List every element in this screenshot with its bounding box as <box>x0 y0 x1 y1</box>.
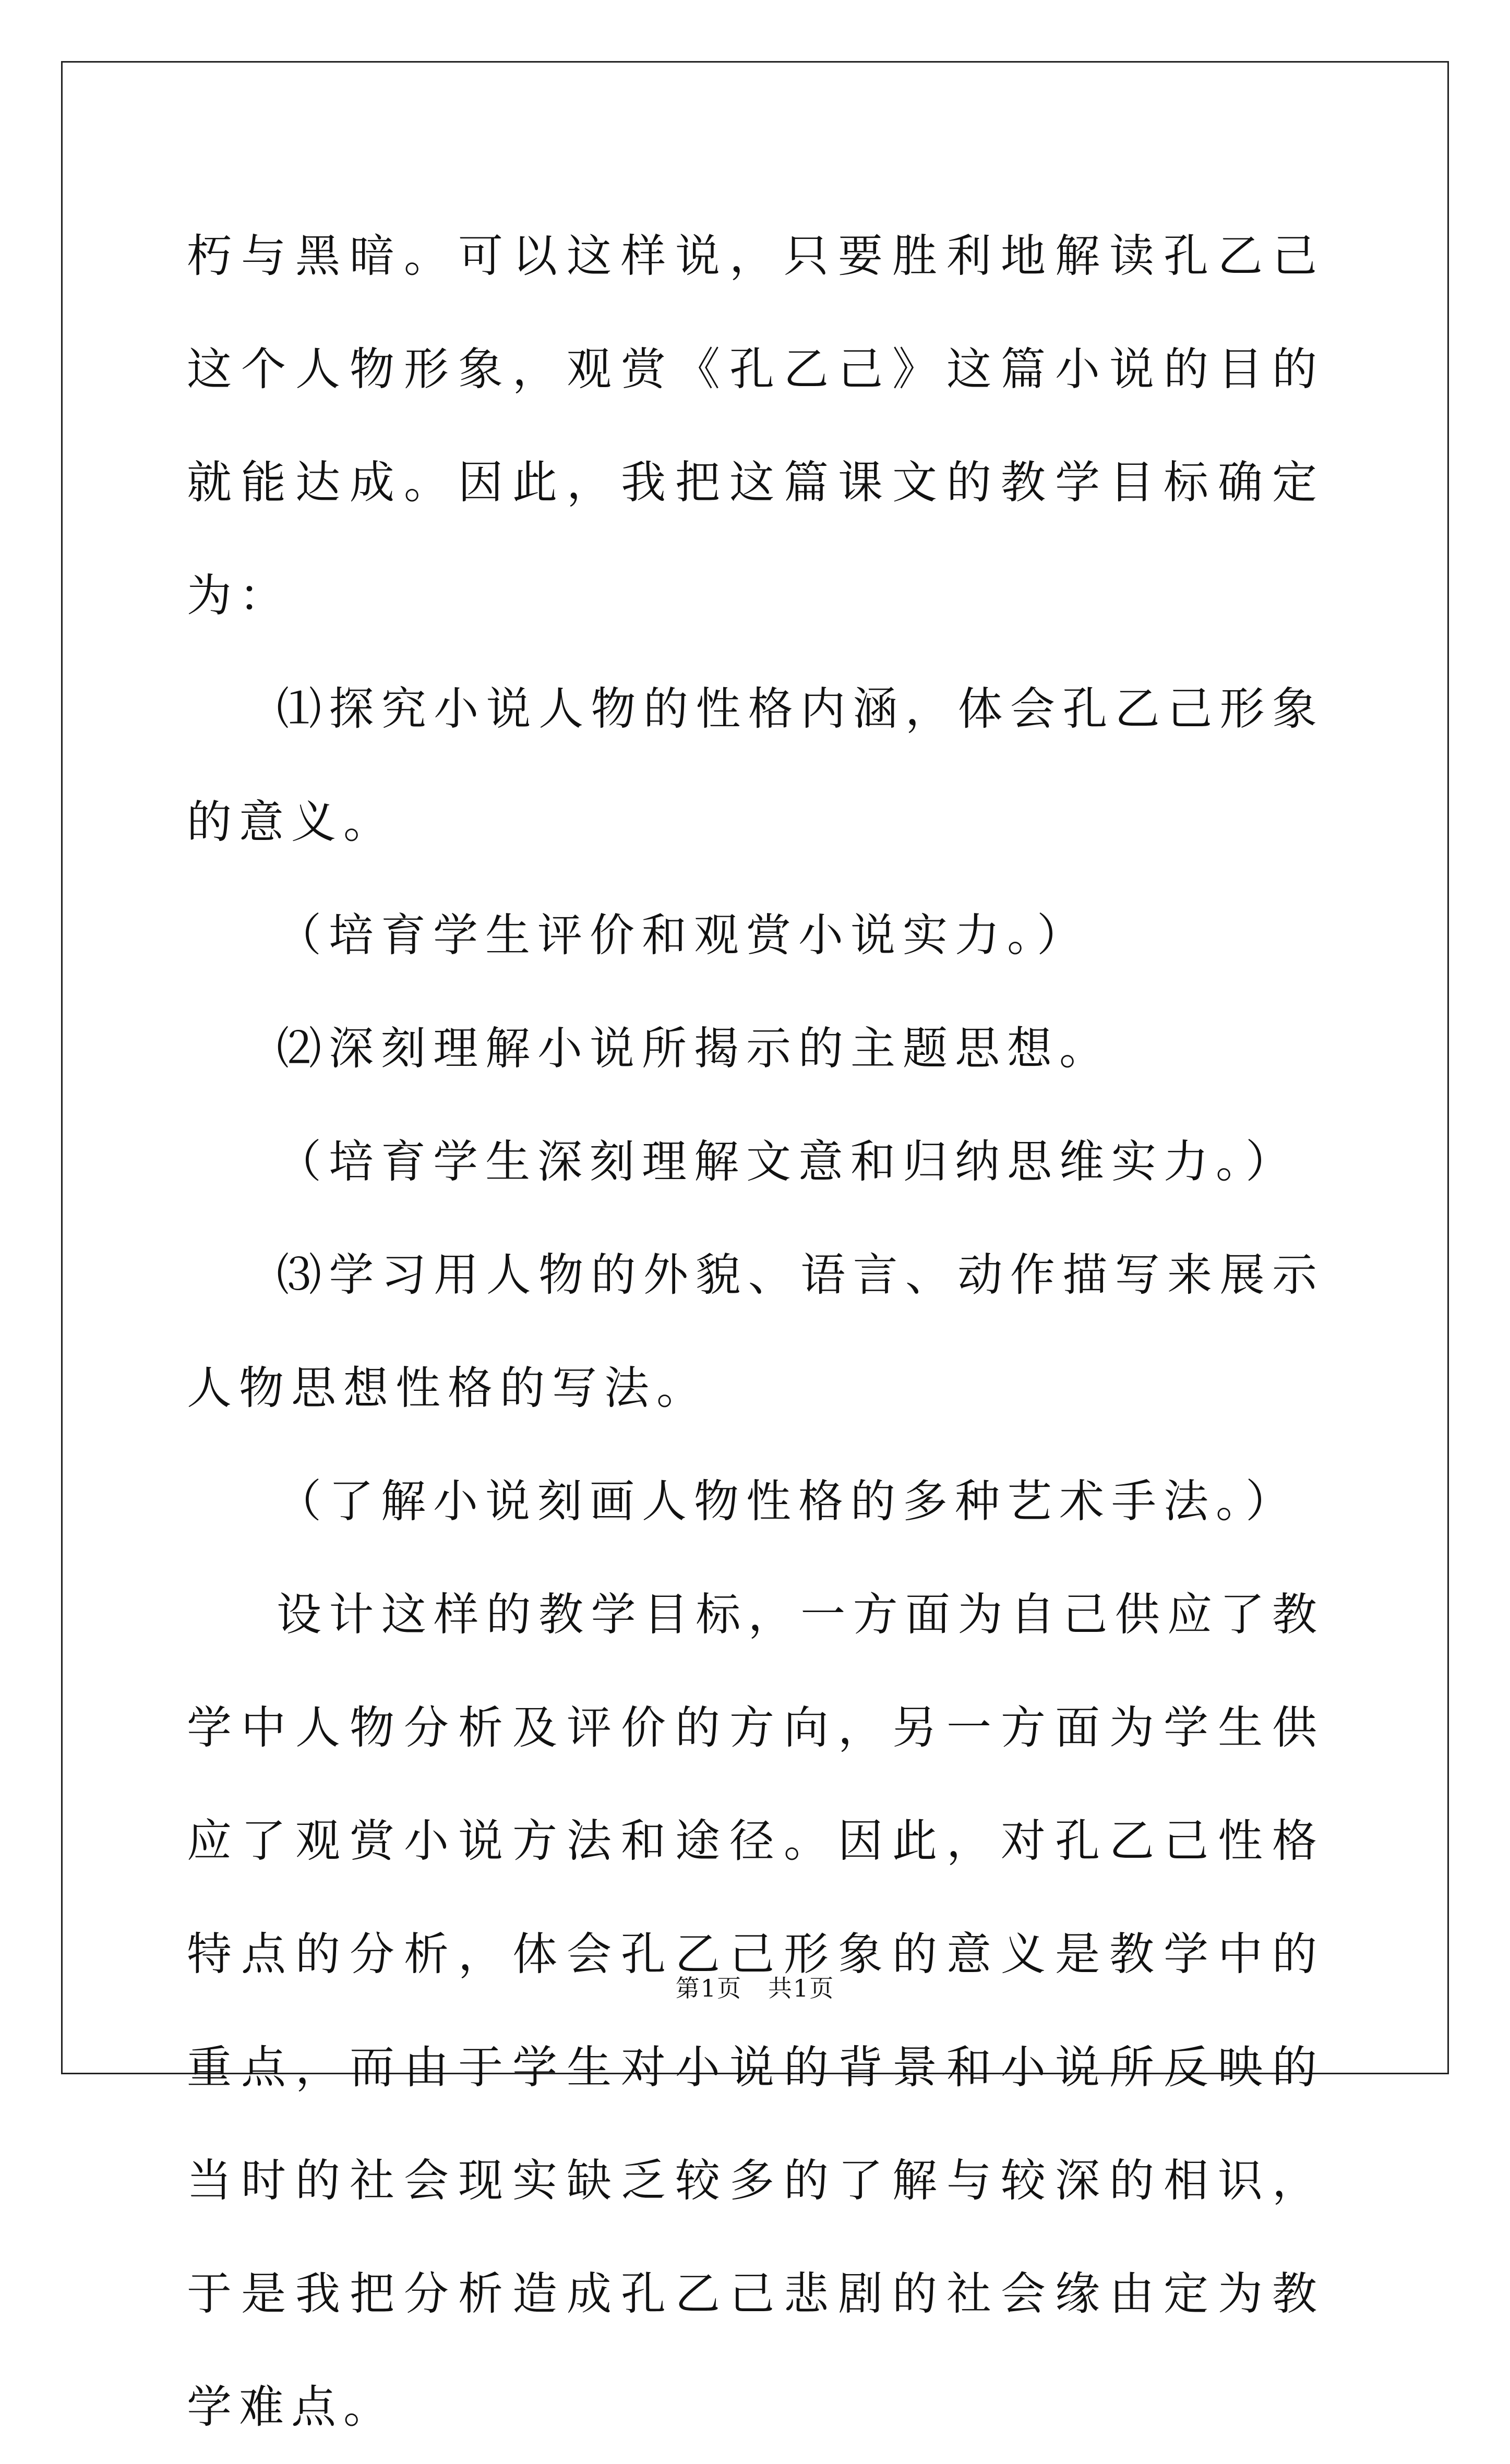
paragraph-goal-3-note: （了解小说刻画人物性格的多种艺术手法。） <box>277 1475 1298 1528</box>
paragraph-goal-3: ⑶学习用人物的外貌、语言、动作描写来展示人物思想性格的写法。 <box>187 1249 1324 1414</box>
paragraph-goal-2: ⑵深刻理解小说所揭示的主题思想。 <box>277 1023 1111 1075</box>
document-body <box>187 200 1324 2464</box>
paragraph-goal-1: ⑴探究小说人物的性格内涵，体会孔乙己形象的意义。 <box>187 683 1324 848</box>
paragraph-goal-1-note: （培育学生评价和观赏小说实力。） <box>277 909 1089 961</box>
paragraph-goal-2-note: （培育学生深刻理解文意和归纳思维实力。） <box>277 1136 1298 1188</box>
page-footer: 第1页 共1页 <box>675 1974 835 2002</box>
paragraph-design-rationale: 设计这样的教学目标，一方面为自己供应了教学中人物分析及评价的方向，另一方面为学生供应了观赏小说方法和途径。因此，对孔乙己性格特点的分析，体会孔乙己形象的意义是教学中的重点，而由于学生对小说的背景和小说所反映的当时的社会现实缺乏较多的了解与较深的相识，于是我把分析造成孔乙己悲剧的社会缘由定为教学难点。 <box>187 1589 1324 2433</box>
paragraph-1: 朽与黑暗。可以这样说，只要胜利地解读孔乙己这个人物形象，观赏《孔乙己》这篇小说的目的就能达成。因此，我把这篇课文的教学目标确定为： <box>187 230 1324 622</box>
